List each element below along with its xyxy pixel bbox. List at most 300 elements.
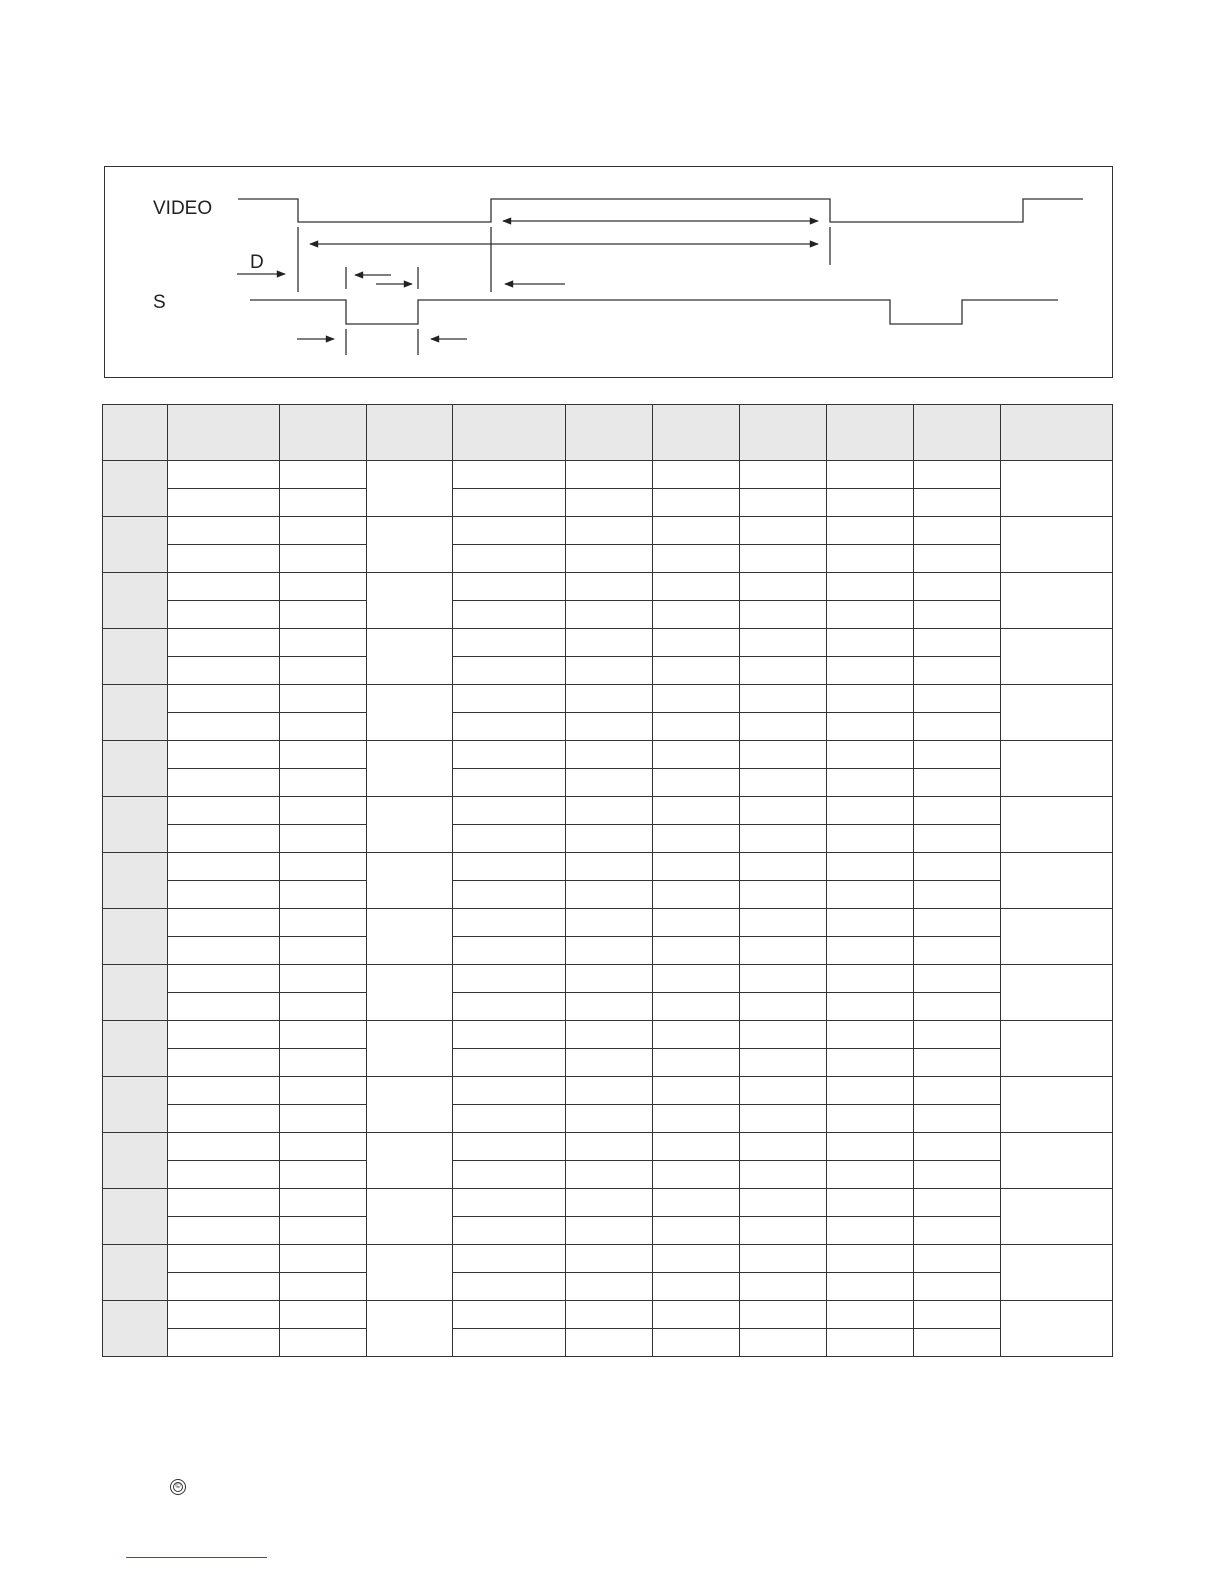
table-cell bbox=[280, 1105, 367, 1133]
table-cell bbox=[280, 1077, 367, 1105]
table-cell bbox=[453, 601, 566, 629]
table-cell bbox=[566, 1133, 653, 1161]
table-cell bbox=[168, 1105, 280, 1133]
table-cell bbox=[453, 629, 566, 657]
table-row bbox=[103, 853, 1113, 881]
table-cell bbox=[914, 881, 1001, 909]
table-cell bbox=[740, 573, 827, 601]
table-cell bbox=[914, 797, 1001, 825]
table-cell bbox=[280, 797, 367, 825]
table-cell bbox=[280, 881, 367, 909]
table-row bbox=[103, 1161, 1113, 1189]
table-cell bbox=[367, 685, 453, 741]
table-cell bbox=[827, 1105, 914, 1133]
table-row bbox=[103, 769, 1113, 797]
table-cell bbox=[168, 601, 280, 629]
table-cell bbox=[566, 1049, 653, 1077]
table-cell bbox=[653, 881, 740, 909]
table-cell bbox=[827, 965, 914, 993]
table-cell bbox=[740, 769, 827, 797]
table-cell bbox=[280, 853, 367, 881]
table-cell bbox=[653, 769, 740, 797]
table-cell bbox=[827, 1133, 914, 1161]
table-cell bbox=[453, 1245, 566, 1273]
table-cell bbox=[653, 685, 740, 713]
mode-cell bbox=[103, 1133, 168, 1189]
mode-cell bbox=[103, 573, 168, 629]
table-cell bbox=[367, 517, 453, 573]
table-cell bbox=[740, 909, 827, 937]
table-cell bbox=[653, 1189, 740, 1217]
table-cell bbox=[168, 1021, 280, 1049]
table-cell bbox=[740, 741, 827, 769]
table-cell bbox=[914, 685, 1001, 713]
table-row bbox=[103, 573, 1113, 601]
table-cell bbox=[653, 965, 740, 993]
table-cell bbox=[914, 601, 1001, 629]
table-cell bbox=[168, 741, 280, 769]
table-cell bbox=[740, 517, 827, 545]
table-cell bbox=[280, 1021, 367, 1049]
table-cell bbox=[566, 713, 653, 741]
video-waveform bbox=[238, 199, 1083, 222]
table-cell bbox=[453, 741, 566, 769]
table-cell bbox=[827, 1273, 914, 1301]
table-cell bbox=[453, 881, 566, 909]
table-cell bbox=[566, 797, 653, 825]
table-cell bbox=[168, 545, 280, 573]
table-row bbox=[103, 993, 1113, 1021]
table-cell bbox=[827, 909, 914, 937]
table-row bbox=[103, 629, 1113, 657]
table-cell bbox=[827, 881, 914, 909]
sync-signal-label: S bbox=[153, 292, 166, 313]
table-row bbox=[103, 909, 1113, 937]
table-cell bbox=[453, 1217, 566, 1245]
table-row bbox=[103, 1105, 1113, 1133]
table-cell bbox=[367, 1077, 453, 1133]
table-cell bbox=[740, 825, 827, 853]
table-cell bbox=[827, 1189, 914, 1217]
table-cell bbox=[566, 545, 653, 573]
table-row bbox=[103, 1189, 1113, 1217]
table-cell bbox=[280, 713, 367, 741]
table-row bbox=[103, 1217, 1113, 1245]
table-cell bbox=[827, 993, 914, 1021]
table-row bbox=[103, 1049, 1113, 1077]
table-cell bbox=[914, 545, 1001, 573]
table-cell bbox=[168, 1329, 280, 1357]
table-cell bbox=[740, 1021, 827, 1049]
mode-cell bbox=[103, 1245, 168, 1301]
table-cell bbox=[740, 937, 827, 965]
table-cell bbox=[168, 825, 280, 853]
table-cell bbox=[653, 1273, 740, 1301]
table-cell bbox=[914, 461, 1001, 489]
table-cell bbox=[827, 741, 914, 769]
table-cell bbox=[1001, 965, 1113, 1021]
table-cell bbox=[1001, 1301, 1113, 1357]
table-cell bbox=[653, 1161, 740, 1189]
mode-cell bbox=[103, 1189, 168, 1245]
table-cell bbox=[367, 629, 453, 685]
table-row bbox=[103, 489, 1113, 517]
table-cell bbox=[367, 965, 453, 1021]
mode-cell bbox=[103, 685, 168, 741]
table-cell bbox=[280, 1301, 367, 1329]
table-cell bbox=[740, 1049, 827, 1077]
table-row bbox=[103, 461, 1113, 489]
table-cell bbox=[914, 825, 1001, 853]
table-cell bbox=[827, 1049, 914, 1077]
table-cell bbox=[740, 657, 827, 685]
table-cell bbox=[566, 909, 653, 937]
table-cell bbox=[740, 1161, 827, 1189]
mode-cell bbox=[103, 629, 168, 685]
table-cell bbox=[653, 1245, 740, 1273]
table-cell bbox=[566, 769, 653, 797]
mode-cell bbox=[103, 1077, 168, 1133]
table-cell bbox=[827, 1301, 914, 1329]
table-cell bbox=[367, 1021, 453, 1077]
table-cell bbox=[168, 573, 280, 601]
table-cell bbox=[280, 545, 367, 573]
table-cell bbox=[280, 993, 367, 1021]
table-cell bbox=[367, 1301, 453, 1357]
table-row bbox=[103, 1301, 1113, 1329]
table-cell bbox=[914, 573, 1001, 601]
table-cell bbox=[453, 657, 566, 685]
table-cell bbox=[566, 965, 653, 993]
table-cell bbox=[566, 1245, 653, 1273]
table-cell bbox=[914, 1161, 1001, 1189]
table-cell bbox=[827, 853, 914, 881]
table-cell bbox=[653, 993, 740, 1021]
table-row bbox=[103, 881, 1113, 909]
table-cell bbox=[453, 489, 566, 517]
table-cell bbox=[168, 489, 280, 517]
table-cell bbox=[566, 629, 653, 657]
table-cell bbox=[280, 1217, 367, 1245]
video-signal-label: VIDEO bbox=[153, 198, 213, 219]
mode-cell bbox=[103, 517, 168, 573]
table-cell bbox=[453, 965, 566, 993]
table-cell bbox=[740, 489, 827, 517]
delay-label: D bbox=[250, 252, 264, 273]
table-cell bbox=[653, 797, 740, 825]
table-cell bbox=[453, 769, 566, 797]
header-cell bbox=[103, 405, 168, 461]
table-cell bbox=[453, 1161, 566, 1189]
table-cell bbox=[914, 517, 1001, 545]
table-cell bbox=[168, 909, 280, 937]
table-cell bbox=[914, 1077, 1001, 1105]
table-cell bbox=[168, 1077, 280, 1105]
table-cell bbox=[367, 741, 453, 797]
table-cell bbox=[168, 769, 280, 797]
table-cell bbox=[914, 1273, 1001, 1301]
header-cell bbox=[566, 405, 653, 461]
table-cell bbox=[740, 993, 827, 1021]
table-cell bbox=[827, 797, 914, 825]
table-cell bbox=[740, 1329, 827, 1357]
table-cell bbox=[1001, 629, 1113, 685]
table-cell bbox=[566, 461, 653, 489]
mode-cell bbox=[103, 797, 168, 853]
table-cell bbox=[914, 965, 1001, 993]
table-cell bbox=[740, 1301, 827, 1329]
table-cell bbox=[280, 1189, 367, 1217]
table-cell bbox=[1001, 853, 1113, 909]
table-cell bbox=[740, 1245, 827, 1273]
table-row bbox=[103, 1245, 1113, 1273]
mode-cell bbox=[103, 741, 168, 797]
table-cell bbox=[914, 769, 1001, 797]
table-cell bbox=[280, 685, 367, 713]
table-cell bbox=[280, 1245, 367, 1273]
table-row bbox=[103, 1133, 1113, 1161]
table-cell bbox=[740, 797, 827, 825]
table-cell bbox=[653, 545, 740, 573]
table-cell bbox=[827, 1217, 914, 1245]
table-row bbox=[103, 545, 1113, 573]
table-cell bbox=[1001, 685, 1113, 741]
table-cell bbox=[168, 517, 280, 545]
table-cell bbox=[1001, 573, 1113, 629]
table-cell bbox=[168, 461, 280, 489]
table-cell bbox=[280, 517, 367, 545]
table-cell bbox=[827, 461, 914, 489]
table-cell bbox=[740, 685, 827, 713]
table-cell bbox=[653, 825, 740, 853]
table-cell bbox=[653, 1329, 740, 1357]
header-cell bbox=[653, 405, 740, 461]
table-cell bbox=[168, 1133, 280, 1161]
table-cell bbox=[280, 937, 367, 965]
table-cell bbox=[653, 853, 740, 881]
table-cell bbox=[168, 1161, 280, 1189]
table-cell bbox=[653, 713, 740, 741]
table-cell bbox=[168, 881, 280, 909]
table-row bbox=[103, 1021, 1113, 1049]
table-cell bbox=[827, 629, 914, 657]
table-cell bbox=[453, 685, 566, 713]
table-cell bbox=[914, 1021, 1001, 1049]
table-cell bbox=[1001, 517, 1113, 573]
table-cell bbox=[367, 1189, 453, 1245]
table-cell bbox=[653, 1077, 740, 1105]
table-cell bbox=[566, 825, 653, 853]
table-cell bbox=[453, 909, 566, 937]
header-cell bbox=[280, 405, 367, 461]
table-row bbox=[103, 685, 1113, 713]
table-cell bbox=[453, 1273, 566, 1301]
table-cell bbox=[914, 1217, 1001, 1245]
table-cell bbox=[1001, 1021, 1113, 1077]
table-cell bbox=[1001, 797, 1113, 853]
table-cell bbox=[914, 1245, 1001, 1273]
table-cell bbox=[566, 1273, 653, 1301]
table-cell bbox=[168, 657, 280, 685]
table-cell bbox=[827, 713, 914, 741]
table-header-row bbox=[103, 405, 1113, 461]
table-cell bbox=[168, 1049, 280, 1077]
table-cell bbox=[740, 1077, 827, 1105]
table-cell bbox=[453, 853, 566, 881]
table-cell bbox=[280, 1133, 367, 1161]
header-cell bbox=[827, 405, 914, 461]
table-cell bbox=[566, 1105, 653, 1133]
table-cell bbox=[653, 629, 740, 657]
table-cell bbox=[566, 1021, 653, 1049]
table-row bbox=[103, 657, 1113, 685]
table-cell bbox=[566, 517, 653, 545]
copyright-icon bbox=[170, 1479, 186, 1495]
table-cell bbox=[914, 657, 1001, 685]
table-cell bbox=[914, 1105, 1001, 1133]
table-cell bbox=[653, 1049, 740, 1077]
mode-cell bbox=[103, 909, 168, 965]
table-cell bbox=[453, 1301, 566, 1329]
table-cell bbox=[168, 629, 280, 657]
table-cell bbox=[914, 1301, 1001, 1329]
header-cell bbox=[367, 405, 453, 461]
table-cell bbox=[827, 825, 914, 853]
table-cell bbox=[566, 489, 653, 517]
table-cell bbox=[1001, 461, 1113, 517]
table-cell bbox=[653, 741, 740, 769]
table-cell bbox=[827, 657, 914, 685]
table-cell bbox=[453, 1021, 566, 1049]
table-row bbox=[103, 1077, 1113, 1105]
table-cell bbox=[914, 937, 1001, 965]
table-cell bbox=[453, 1133, 566, 1161]
table-cell bbox=[168, 1245, 280, 1273]
table-cell bbox=[453, 461, 566, 489]
table-cell bbox=[367, 853, 453, 909]
table-cell bbox=[280, 769, 367, 797]
table-cell bbox=[740, 965, 827, 993]
table-cell bbox=[168, 937, 280, 965]
table-cell bbox=[653, 937, 740, 965]
table-cell bbox=[280, 1329, 367, 1357]
table-cell bbox=[280, 909, 367, 937]
table-cell bbox=[453, 937, 566, 965]
mode-cell bbox=[103, 965, 168, 1021]
table-cell bbox=[914, 993, 1001, 1021]
table-cell bbox=[566, 685, 653, 713]
table-cell bbox=[280, 573, 367, 601]
table-cell bbox=[280, 489, 367, 517]
table-cell bbox=[740, 1133, 827, 1161]
table-cell bbox=[453, 1077, 566, 1105]
table-cell bbox=[566, 1217, 653, 1245]
mode-cell bbox=[103, 1301, 168, 1357]
table-row bbox=[103, 937, 1113, 965]
table-cell bbox=[168, 685, 280, 713]
table-cell bbox=[914, 1049, 1001, 1077]
table-cell bbox=[740, 1217, 827, 1245]
table-cell bbox=[827, 1077, 914, 1105]
table-cell bbox=[280, 601, 367, 629]
table-cell bbox=[740, 713, 827, 741]
table-cell bbox=[740, 1273, 827, 1301]
footer-link[interactable] bbox=[126, 1557, 267, 1558]
table-cell bbox=[280, 825, 367, 853]
table-cell bbox=[566, 1077, 653, 1105]
table-cell bbox=[453, 573, 566, 601]
table-cell bbox=[827, 573, 914, 601]
waveform-svg bbox=[105, 167, 1114, 379]
table-cell bbox=[367, 1133, 453, 1189]
table-cell bbox=[827, 685, 914, 713]
table-row bbox=[103, 1273, 1113, 1301]
table-cell bbox=[453, 1189, 566, 1217]
table-cell bbox=[740, 853, 827, 881]
table-row bbox=[103, 1329, 1113, 1357]
table-cell bbox=[1001, 1189, 1113, 1245]
table-cell bbox=[453, 713, 566, 741]
table-cell bbox=[740, 461, 827, 489]
mode-cell bbox=[103, 853, 168, 909]
table-cell bbox=[453, 1105, 566, 1133]
table-cell bbox=[280, 965, 367, 993]
table-cell bbox=[566, 741, 653, 769]
table-cell bbox=[653, 1021, 740, 1049]
table-cell bbox=[914, 1189, 1001, 1217]
table-cell bbox=[168, 1217, 280, 1245]
table-row bbox=[103, 517, 1113, 545]
table-cell bbox=[827, 937, 914, 965]
header-cell bbox=[914, 405, 1001, 461]
table-cell bbox=[914, 1133, 1001, 1161]
table-cell bbox=[168, 797, 280, 825]
table-cell bbox=[280, 741, 367, 769]
table-cell bbox=[168, 853, 280, 881]
table-cell bbox=[367, 909, 453, 965]
table-cell bbox=[367, 461, 453, 517]
table-cell bbox=[566, 657, 653, 685]
table-cell bbox=[653, 601, 740, 629]
table-cell bbox=[168, 1301, 280, 1329]
table-cell bbox=[566, 1189, 653, 1217]
table-cell bbox=[168, 993, 280, 1021]
table-cell bbox=[168, 1189, 280, 1217]
table-cell bbox=[280, 1049, 367, 1077]
table-cell bbox=[653, 573, 740, 601]
table-cell bbox=[740, 545, 827, 573]
sync-waveform bbox=[250, 300, 1058, 324]
table-cell bbox=[453, 1049, 566, 1077]
table-cell bbox=[453, 993, 566, 1021]
header-cell bbox=[168, 405, 280, 461]
table-cell bbox=[653, 909, 740, 937]
table-cell bbox=[453, 825, 566, 853]
table-cell bbox=[1001, 1133, 1113, 1189]
table-cell bbox=[280, 657, 367, 685]
table-cell bbox=[653, 1105, 740, 1133]
table-cell bbox=[566, 573, 653, 601]
table-cell bbox=[914, 629, 1001, 657]
table-cell bbox=[1001, 741, 1113, 797]
table-cell bbox=[566, 601, 653, 629]
table-cell bbox=[740, 1189, 827, 1217]
table-row bbox=[103, 965, 1113, 993]
table-cell bbox=[827, 601, 914, 629]
table-cell bbox=[914, 909, 1001, 937]
table-cell bbox=[653, 461, 740, 489]
table-cell bbox=[740, 629, 827, 657]
